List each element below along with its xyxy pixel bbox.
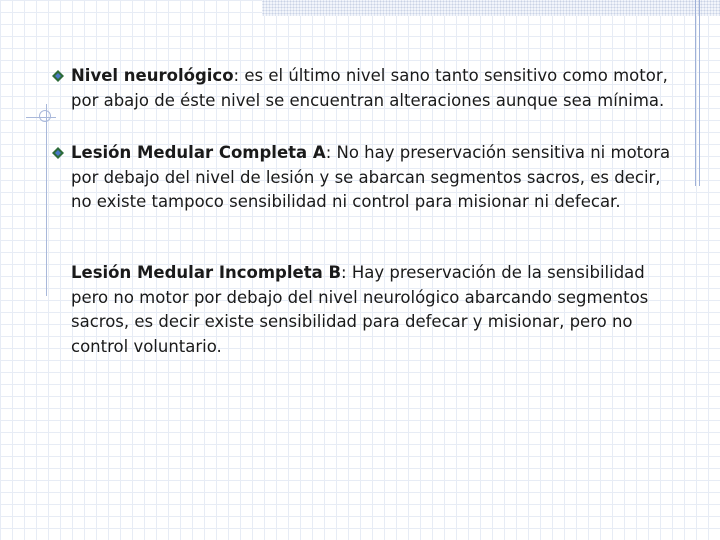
decorative-circle xyxy=(39,110,51,122)
decorative-vertical-line xyxy=(695,0,696,186)
decorative-vertical-line xyxy=(46,104,47,296)
bullet-term: Lesión Medular Completa A xyxy=(71,143,326,162)
diamond-bullet-icon xyxy=(52,147,64,159)
diamond-bullet-icon xyxy=(52,70,64,82)
bullet-item-lesion-completa-a xyxy=(71,141,671,215)
decorative-vertical-line xyxy=(699,0,700,186)
paragraph-lesion-incompleta-b xyxy=(71,261,671,359)
bullet-text: : es el último nivel sano tanto sensitivo como motor, por abajo de éste nivel se encuentran alteraciones aunque sea mínima. xyxy=(71,66,668,110)
bullet-term: Nivel neurológico xyxy=(71,66,234,85)
paragraph-term: Lesión Medular Incompleta B xyxy=(71,263,342,282)
bullet-text: : No hay preservación sensitiva ni motora por debajo del nivel de lesión y se abarcan segmentos sacros, es decir, no existe tampoco sensibilidad ni control para misionar ni defecar. xyxy=(71,143,671,211)
bullet-item-nivel-neurologico xyxy=(71,64,671,113)
top-decorative-band xyxy=(262,0,720,16)
paragraph-text: : Hay preservación de la sensibilidad pero no motor por debajo del nivel neurológico abarcando segmentos sacros, es decir existe sensibilidad para defecar y misionar, pero no control voluntario. xyxy=(71,263,649,356)
